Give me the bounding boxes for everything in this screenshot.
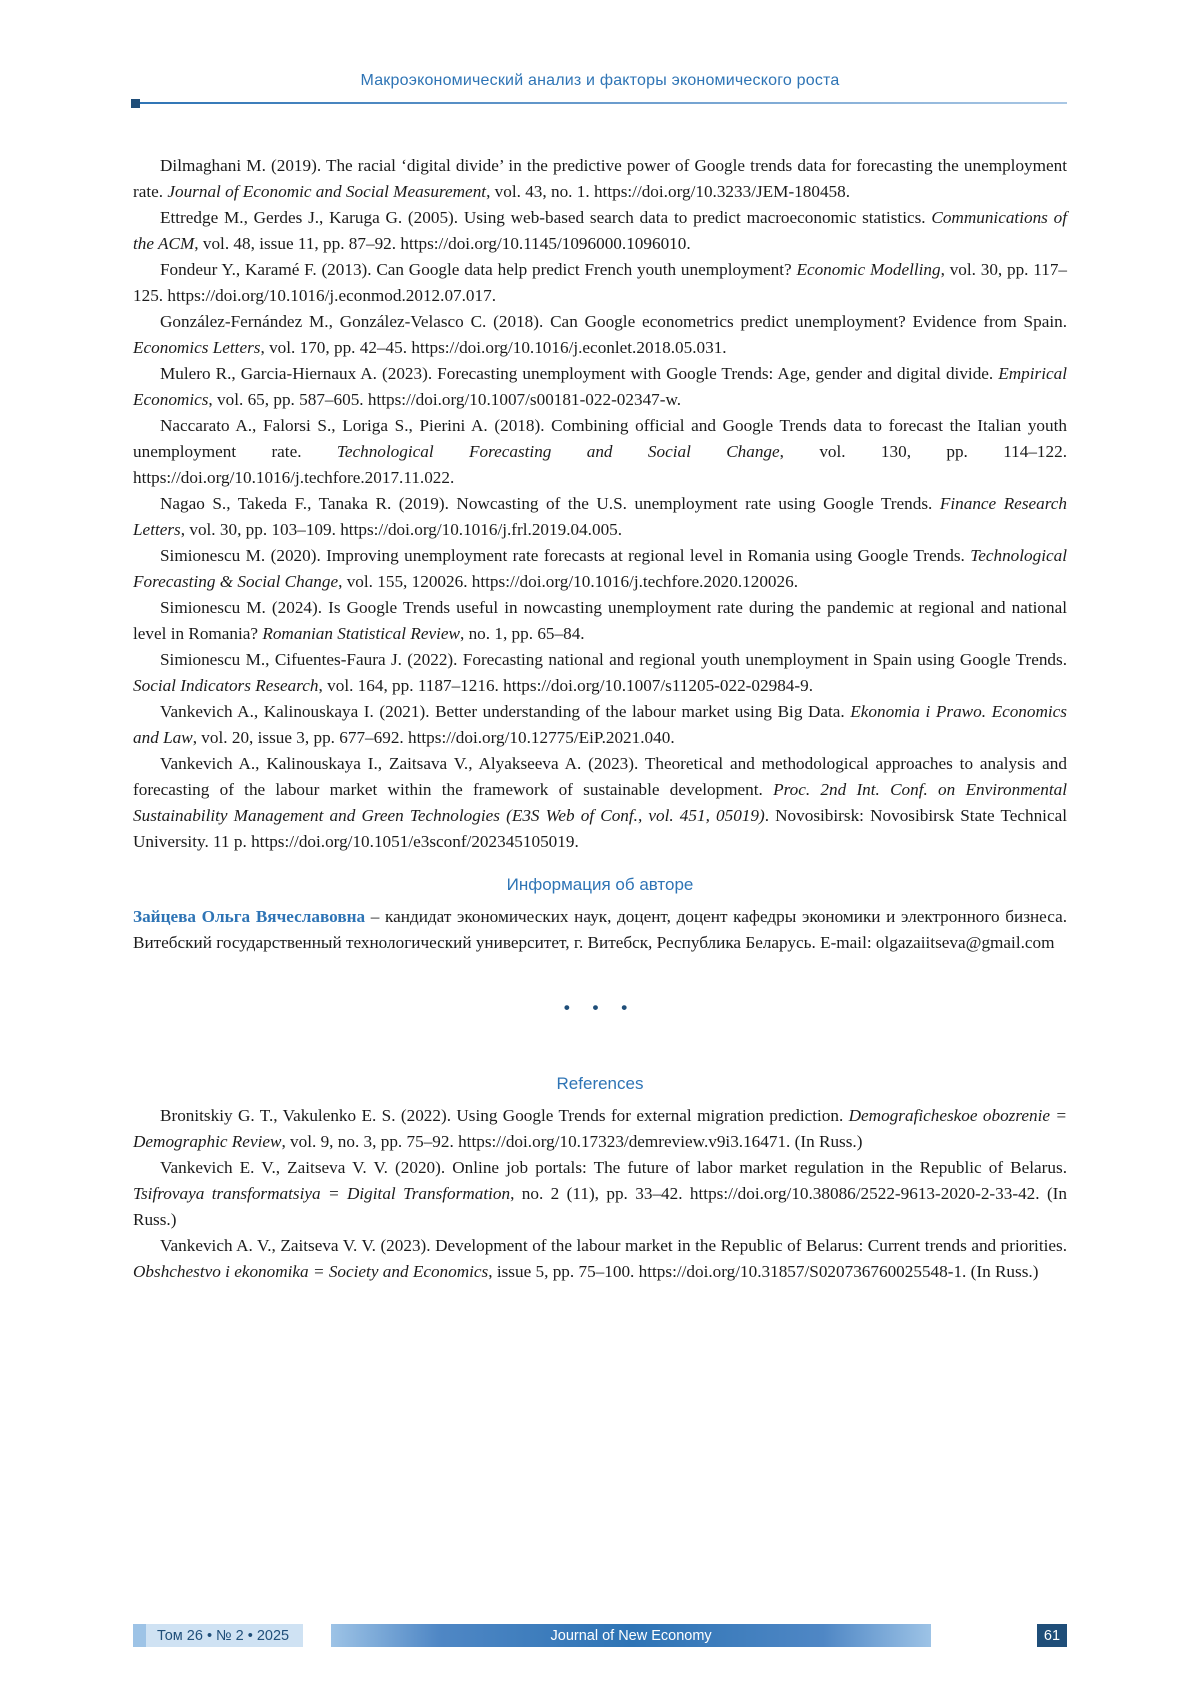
reference-text: , vol. 30, pp. 117–125. https://doi.org/10.1016/j.econmod.2012.07.017.	[133, 260, 1068, 305]
reference-text: Nagao S., Takeda F., Tanaka R. (2019). Nowcasting of the U.S. unemployment rate using Google Trends.	[160, 494, 940, 513]
reference-text: , vol. 65, pp. 587–605. https://doi.org/10.1007/s00181-022-02347-w.	[208, 390, 682, 409]
reference-entry	[133, 309, 1067, 361]
reference-text: , vol. 43, no. 1. https://doi.org/10.3233/JEM-180458.	[486, 182, 851, 201]
reference-text: Ettredge M., Gerdes J., Karuga G. (2005). Using web-based search data to predict macroeconomic statistics.	[160, 208, 932, 227]
page-footer	[133, 1624, 1067, 1647]
reference-text: , vol. 20, issue 3, pp. 677–692. https://doi.org/10.12775/EiP.2021.040.	[192, 728, 675, 747]
reference-text: , vol. 9, no. 3, pp. 75–92. https://doi.org/10.17323/demreview.v9i3.16471. (In Russ.)	[281, 1132, 863, 1151]
footer-spacer	[931, 1624, 1037, 1647]
journal-title: Journal of Economic and Social Measurement	[167, 182, 487, 201]
journal-title: Empirical Economics	[133, 364, 1067, 409]
reference-entry	[133, 543, 1067, 595]
reference-text: , vol. 170, pp. 42–45. https://doi.org/10.1016/j.econlet.2018.05.031.	[260, 338, 727, 357]
header-rule-square	[131, 99, 140, 108]
journal-title: Economics Letters	[133, 338, 261, 357]
reference-text: , vol. 155, 120026. https://doi.org/10.1016/j.techfore.2020.120026.	[338, 572, 799, 591]
footer-page-number: 61	[1037, 1624, 1067, 1647]
reference-text: Dilmaghani M. (2019). The racial ‘digital divide’ in the predictive power of Google trends data for forecasting the unemployment rate.	[133, 156, 1067, 201]
journal-title: Finance Research Letters	[133, 494, 1067, 539]
reference-text: Simionescu M. (2024). Is Google Trends useful in nowcasting unemployment rate during the pandemic at regional and national level in Romania?	[133, 598, 1067, 643]
reference-text: Mulero R., Garcia-Hiernaux A. (2023). Forecasting unemployment with Google Trends: Age, gender and digital divide.	[160, 364, 999, 383]
reference-text: , vol. 48, issue 11, pp. 87–92. https://doi.org/10.1145/1096000.1096010.	[194, 234, 691, 253]
references-heading: References	[556, 1074, 644, 1093]
reference-entry	[133, 257, 1067, 309]
footer-volume-box	[133, 1624, 303, 1647]
reference-text: , vol. 164, pp. 1187–1216. https://doi.org/10.1007/s11205-022-02984-9.	[318, 676, 813, 695]
reference-entry	[133, 647, 1067, 699]
reference-entry	[133, 1103, 1067, 1155]
journal-title: Ekonomia i Prawo. Economics and Law	[133, 702, 1067, 747]
reference-text: Naccarato A., Falorsi S., Loriga S., Pierini A. (2018). Combining official and Google Trends data to forecast the Italian youth unemployment rate.	[133, 416, 1067, 461]
reference-entry	[133, 153, 1067, 205]
reference-text: Vankevich A. V., Zaitseva V. V. (2023). Development of the labour market in the Republic of Belarus: Current trends and priorities.	[160, 1236, 1067, 1255]
reference-entry	[133, 491, 1067, 543]
journal-title: Technological Forecasting and Social Change	[336, 442, 780, 461]
reference-entry	[133, 413, 1067, 491]
journal-title: Technological Forecasting & Social Change	[133, 546, 1067, 591]
reference-list-ru	[133, 1103, 1067, 1285]
journal-title: Tsifrovaya transformatsiya = Digital Transformation	[133, 1184, 511, 1203]
reference-text: Simionescu M. (2020). Improving unemployment rate forecasts at regional level in Romania using Google Trends.	[160, 546, 971, 565]
journal-title: Social Indicators Research	[133, 676, 319, 695]
journal-title: Obshchestvo i ekonomika = Society and Economics	[133, 1262, 489, 1281]
reference-entry	[133, 751, 1067, 855]
journal-title: Romanian Statistical Review	[262, 624, 460, 643]
reference-text: Fondeur Y., Karamé F. (2013). Can Google data help predict French youth unemployment?	[160, 260, 797, 279]
reference-text: , issue 5, pp. 75–100. https://doi.org/10.31857/S020736760025548-1. (In Russ.)	[488, 1262, 1039, 1281]
journal-title: Economic Modelling	[796, 260, 941, 279]
reference-text: Vankevich A., Kalinouskaya I. (2021). Better understanding of the labour market using Big Data.	[160, 702, 851, 721]
reference-text: , vol. 30, pp. 103–109. https://doi.org/10.1016/j.frl.2019.04.005.	[180, 520, 623, 539]
journal-title: Communications of the ACM	[133, 208, 1067, 253]
footer-volume-text: Том 26 • № 2 • 2025	[157, 1627, 290, 1644]
reference-entry	[133, 205, 1067, 257]
author-description: – кандидат экономических наук, доцент, доцент кафедры экономики и электронного бизнеса. Витебский государственный технологический университет, г. Витебск, Республика Беларусь. E-mail: olgazaiitseva@gmail.com	[133, 907, 1067, 952]
reference-text: Bronitskiy G. T., Vakulenko E. S. (2022). Using Google Trends for external migration prediction.	[160, 1106, 849, 1125]
reference-text: Vankevich A., Kalinouskaya I., Zaitsava V., Alyakseeva A. (2023). Theoretical and methodological approaches to analysis and forecasting of the labour market within the framework of sustainable development.	[133, 754, 1067, 799]
reference-text: , no. 1, pp. 65–84.	[459, 624, 585, 643]
footer-journal-bar: Journal of New Economy	[331, 1624, 931, 1647]
journal-title: Demograficheskoe obozrenie = Demographic Review	[133, 1106, 1067, 1151]
header-rule	[133, 99, 1067, 108]
reference-text: . Novosibirsk: Novosibirsk State Technical University. 11 p. https://doi.org/10.1051/e3sconf/202345105019.	[133, 806, 1067, 851]
reference-entry	[133, 699, 1067, 751]
reference-text: , no. 2 (11), pp. 33–42. https://doi.org/10.38086/2522-9613-2020-2-33-42. (In Russ.)	[133, 1184, 1067, 1229]
author-paragraph	[133, 904, 1067, 956]
header-rule-line	[133, 102, 1067, 104]
section-separator: • • •	[563, 998, 637, 1017]
reference-list-en	[133, 153, 1067, 855]
reference-entry	[133, 1155, 1067, 1233]
footer-accent-square	[133, 1624, 146, 1647]
reference-text: Vankevich E. V., Zaitseva V. V. (2020). Online job portals: The future of labor market regulation in the Republic of Belarus.	[160, 1158, 1067, 1177]
reference-entry	[133, 361, 1067, 413]
running-head: Макроэкономический анализ и факторы экономического роста	[360, 72, 840, 89]
reference-text: González-Fernández M., González-Velasco C. (2018). Can Google econometrics predict unemployment? Evidence from Spain.	[160, 312, 1067, 331]
page-header	[133, 72, 1067, 108]
reference-text: , vol. 130, pp. 114–122. https://doi.org/10.1016/j.techfore.2017.11.022.	[133, 442, 1068, 487]
reference-text: Simionescu M., Cifuentes-Faura J. (2022). Forecasting national and regional youth unemployment in Spain using Google Trends.	[160, 650, 1067, 669]
journal-title: Proc. 2nd Int. Conf. on Environmental Sustainability Management and Green Technologies (E3S Web of Conf., vol. 451, 05019)	[133, 780, 1067, 825]
page-body	[133, 153, 1067, 1285]
reference-entry	[133, 1233, 1067, 1285]
author-name: Зайцева Ольга Вячеславовна	[133, 907, 366, 926]
author-info-heading: Информация об авторе	[506, 875, 694, 894]
reference-entry	[133, 595, 1067, 647]
